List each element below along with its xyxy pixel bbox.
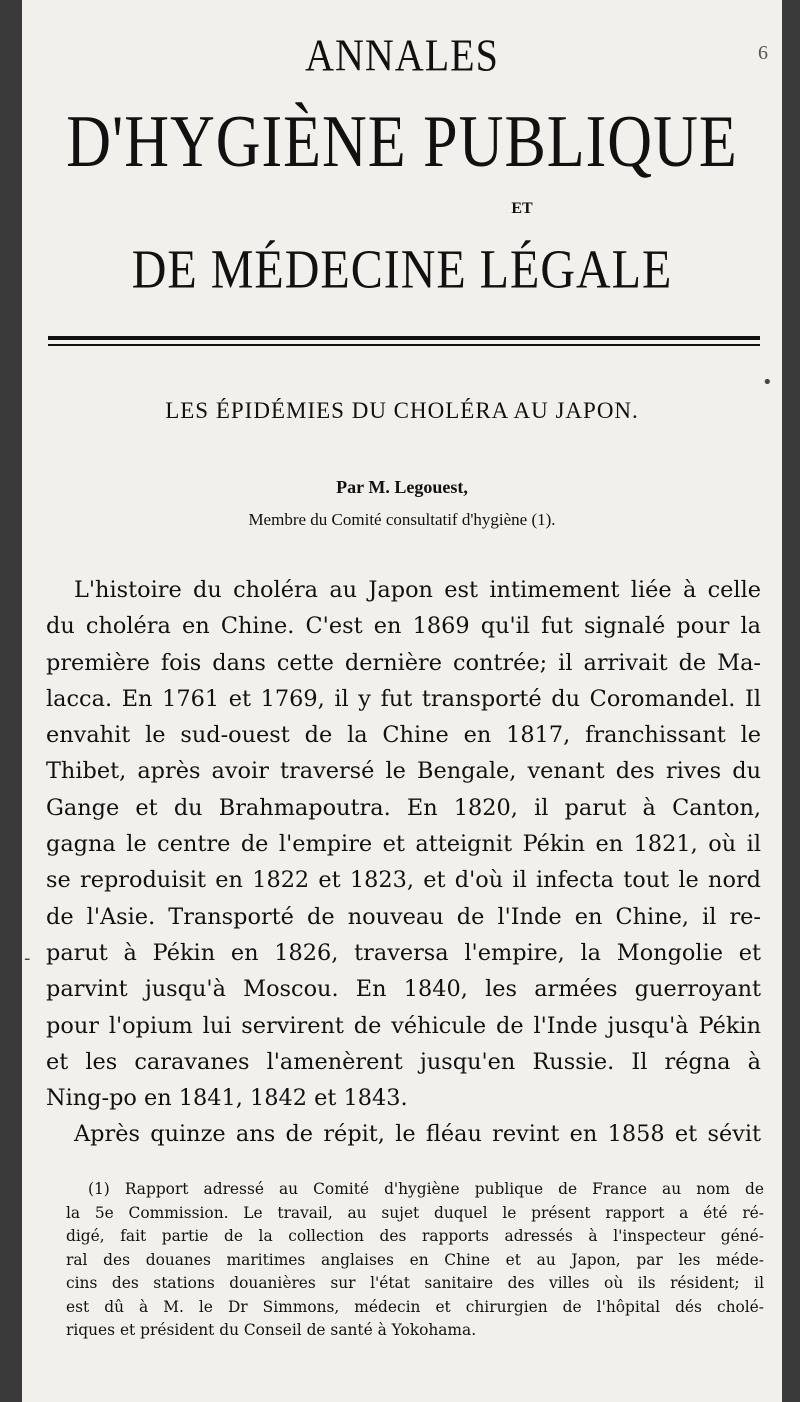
body-line: parut à Pékin en 1826, traversa l'empire, la Mongolie et (46, 939, 761, 966)
body-line: parvint jusqu'à Moscou. En 1840, les armées guerroyant (46, 976, 761, 1003)
scan-speck: - (24, 948, 31, 969)
footnote-line: (1) Rapport adressé au Comité d'hygiène publique de France au nom de (88, 1180, 764, 1198)
body-line: Gange et du Brahmapoutra. En 1820, il parut à Canton, (46, 794, 761, 821)
header-rule-thick (48, 336, 760, 340)
footnote-line: ral des douanes maritimes anglaises en Chine et au Japon, par les méde- (66, 1250, 764, 1269)
body-line: gagna le centre de l'empire et atteignit Pékin en 1821, où il (46, 831, 761, 858)
body-line: Thibet, après avoir traversé le Bengale, venant des rives du (46, 758, 761, 785)
article-body (46, 572, 761, 1153)
footnote-line: est dû à M. le Dr Simmons, médecin et chirurgien de l'hôpital dés cholé- (66, 1297, 764, 1316)
scanned-page (22, 0, 782, 1402)
body-line: lacca. En 1761 et 1769, il y fut transporté du Coromandel. Il (46, 685, 761, 712)
body-line: L'histoire du choléra au Japon est intimement liée à celle (74, 577, 761, 603)
journal-title-line1: ANNALES (305, 29, 499, 81)
body-line: envahit le sud-ouest de la Chine en 1817, franchissant le (46, 722, 761, 749)
footnote (66, 1178, 764, 1343)
footnote-line: riques et président du Conseil de santé à Yokohama. (66, 1321, 477, 1339)
page-number: 6 (758, 42, 768, 64)
article-title: LES ÉPIDÉMIES DU CHOLÉRA AU JAPON. (165, 398, 639, 423)
body-line: se reproduisit en 1822 et 1823, et d'où il infecta tout le nord (46, 867, 761, 894)
body-line: et les caravanes l'amenèrent jusqu'en Russie. Il régna à (46, 1048, 761, 1075)
journal-title-line2: D'HYGIÈNE PUBLIQUE (66, 101, 738, 183)
article-author: Par M. Legouest, (336, 477, 468, 497)
body-line: pour l'opium lui servirent de véhicule de l'Inde jusqu'à Pékin (46, 1012, 761, 1039)
journal-title-line3: DE MÉDECINE LÉGALE (131, 239, 673, 301)
body-line: du choléra en Chine. C'est en 1869 qu'il fut signalé pour la (46, 613, 761, 640)
footnote-line: digé, fait partie de la collection des rapports adressés à l'inspecteur géné- (66, 1227, 764, 1245)
header-rule-thin (48, 344, 760, 346)
journal-title-conjunction: ET (511, 200, 533, 217)
body-line: première fois dans cette dernière contrée; il arrivait de Ma- (46, 649, 761, 676)
scan-speck: • (762, 372, 773, 393)
body-line: Après quinze ans de répit, le fléau revint en 1858 et sévit (74, 1121, 761, 1148)
body-line: de l'Asie. Transporté de nouveau de l'Inde en Chine, il re- (46, 903, 761, 930)
footnote-line: la 5e Commission. Le travail, au sujet duquel le présent rapport a été ré- (66, 1203, 764, 1222)
footnote-line: cins des stations douanières sur l'état sanitaire des villes où ils résident; il (66, 1274, 764, 1292)
body-line: Ning-po en 1841, 1842 et 1843. (46, 1085, 408, 1112)
article-affiliation: Membre du Comité consultatif d'hygiène (1). (248, 510, 556, 529)
